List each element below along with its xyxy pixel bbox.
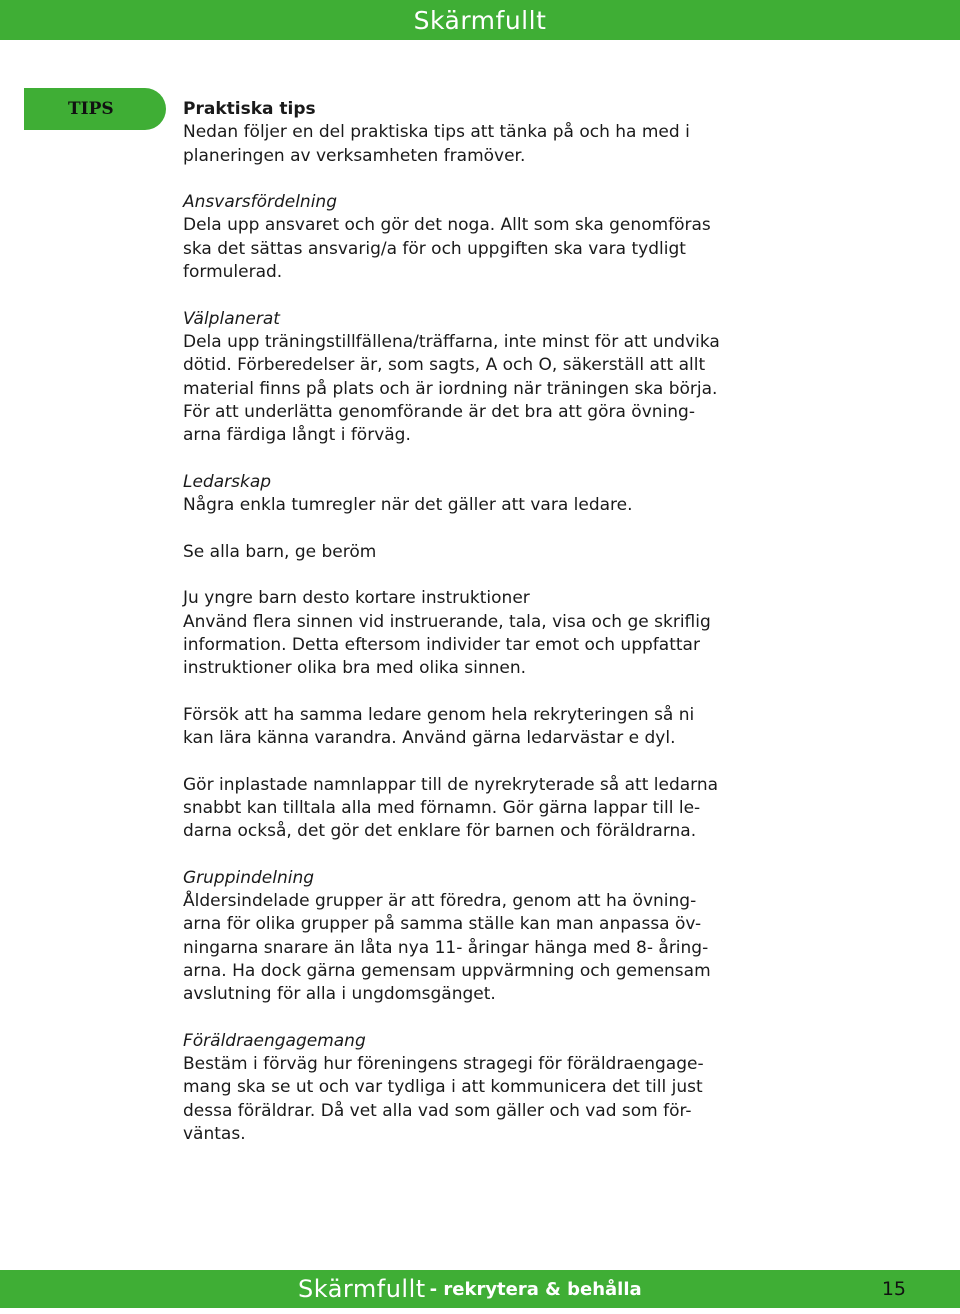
text-line: kan lära känna varandra. Använd gärna ledarvästar e dyl. bbox=[183, 728, 676, 749]
text-line: Se alla barn, ge beröm bbox=[183, 541, 377, 562]
text-line: Dela upp träningstillfällena/träffarna, inte minst för att undvika bbox=[183, 331, 720, 352]
section-heading: Välplanerat bbox=[183, 308, 280, 329]
section-ansvar bbox=[183, 191, 823, 284]
tips-content bbox=[183, 98, 823, 1170]
text-line: väntas. bbox=[183, 1124, 246, 1145]
paragraph-se-alla bbox=[183, 541, 823, 564]
section-heading: Gruppindelning bbox=[183, 867, 315, 888]
page-title: Praktiska tips bbox=[183, 99, 316, 119]
section-ledarskap bbox=[183, 471, 823, 518]
text-line: formulerad. bbox=[183, 262, 283, 283]
section-heading: Ansvarsfördelning bbox=[183, 192, 337, 213]
tips-tab bbox=[24, 88, 166, 130]
text-line: avslutning för alla i ungdomsgänget. bbox=[183, 984, 496, 1005]
text-line: ningarna snarare än låta nya 11- åringar hänga med 8- åring- bbox=[183, 937, 709, 958]
footer-tagline: - rekrytera & behålla bbox=[429, 1278, 642, 1300]
text-line: Åldersindelade grupper är att föredra, genom att ha övning- bbox=[183, 891, 697, 912]
tips-tab-label: TIPS bbox=[68, 99, 114, 119]
section-heading: Föräldraengagemang bbox=[183, 1030, 366, 1051]
text-line: Några enkla tumregler när det gäller att vara ledare. bbox=[183, 495, 633, 516]
text-line: ska det sättas ansvarig/a för och uppgiften ska vara tydligt bbox=[183, 238, 686, 259]
page-number: 15 bbox=[881, 1278, 906, 1300]
text-line: mang ska se ut och var tydliga i att kommunicera det till just bbox=[183, 1077, 703, 1098]
text-line: För att underlätta genomförande är det bra att göra övning- bbox=[183, 401, 695, 422]
footer-bar bbox=[0, 1270, 960, 1308]
text-line: arna för olika grupper på samma ställe kan man anpassa öv- bbox=[183, 914, 702, 935]
intro-paragraph bbox=[183, 98, 823, 168]
text-line: Dela upp ansvaret och gör det noga. Allt som ska genomföras bbox=[183, 215, 711, 236]
text-line: Bestäm i förväg hur föreningens stragegi för föräldraengage- bbox=[183, 1054, 704, 1075]
text-line: arna färdiga långt i förväg. bbox=[183, 425, 411, 446]
footer-title bbox=[298, 1270, 642, 1308]
section-heading: Ledarskap bbox=[183, 471, 272, 492]
text-line: planeringen av verksamheten framöver. bbox=[183, 145, 526, 166]
text-line: Använd flera sinnen vid instruerande, tala, visa och ge skriflig bbox=[183, 611, 711, 632]
text-line: material finns på plats och är iordning när träningen ska börja. bbox=[183, 378, 718, 399]
section-valplanerat bbox=[183, 308, 823, 448]
text-line: snabbt kan tilltala alla med förnamn. Gör gärna lappar till le- bbox=[183, 797, 701, 818]
text-line: Nedan följer en del praktiska tips att tänka på och ha med i bbox=[183, 122, 690, 143]
text-line: information. Detta eftersom individer tar emot och uppfattar bbox=[183, 634, 700, 655]
text-line: arna. Ha dock gärna gemensam uppvärmning och gemensam bbox=[183, 960, 711, 981]
text-line: dessa föräldrar. Då vet alla vad som gäller och vad som för- bbox=[183, 1100, 692, 1121]
text-line: instruktioner olika bra med olika sinnen. bbox=[183, 658, 527, 679]
header-bar bbox=[0, 0, 960, 40]
section-foraldraengagemang bbox=[183, 1030, 823, 1146]
footer-logo: Skärmfullt bbox=[298, 1275, 426, 1303]
text-line: Ju yngre barn desto kortare instruktioner bbox=[183, 588, 530, 609]
text-line: Gör inplastade namnlappar till de nyrekryterade så att ledarna bbox=[183, 774, 719, 795]
section-gruppindelning bbox=[183, 867, 823, 1007]
paragraph-samma-ledare bbox=[183, 704, 823, 751]
paragraph-namnlappar bbox=[183, 774, 823, 844]
text-line: dötid. Förberedelser är, som sagts, A och O, säkerställ att allt bbox=[183, 355, 706, 376]
text-line: darna också, det gör det enklare för barnen och föräldrarna. bbox=[183, 821, 697, 842]
paragraph-yngre bbox=[183, 587, 823, 680]
header-logo: Skärmfullt bbox=[413, 5, 547, 35]
text-line: Försök att ha samma ledare genom hela rekryteringen så ni bbox=[183, 704, 695, 725]
